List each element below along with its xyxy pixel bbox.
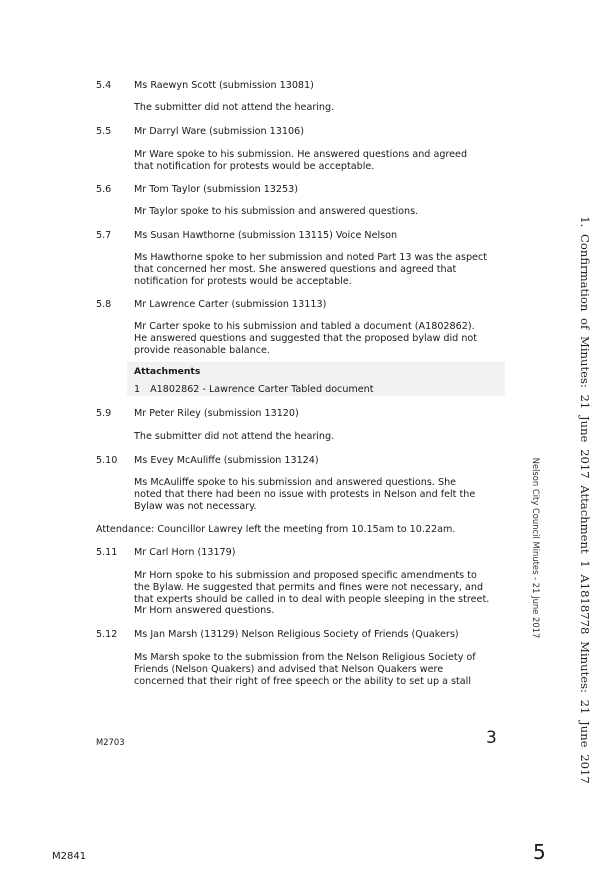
- paragraph-line: The submitter did not attend the hearing.: [134, 102, 335, 113]
- paragraph-line: concerned that their right of free speech or the ability to set up a stall: [134, 675, 472, 687]
- item-paragraph: [134, 206, 509, 218]
- item-number: 5.11: [96, 547, 118, 558]
- item-number: 5.4: [96, 80, 112, 91]
- item-number: 5.10: [96, 455, 118, 466]
- paragraph-line: Mr Horn answered questions.: [134, 605, 275, 617]
- item-heading: [0, 298, 520, 312]
- item-title: Ms Jan Marsh (13129) Nelson Religious Society of Friends (Quakers): [134, 629, 459, 640]
- paragraph-line: Bylaw was not necessary.: [134, 500, 257, 512]
- item-heading: [0, 454, 520, 468]
- paragraph-line: notification for protests would be acceptable.: [134, 275, 352, 287]
- item-title: Mr Tom Taylor (submission 13253): [134, 184, 298, 195]
- item-heading: [0, 407, 520, 421]
- paragraph-line: The submitter did not attend the hearing.: [134, 431, 335, 442]
- item-heading: [0, 229, 520, 243]
- attachment-link[interactable]: A1802862 - Lawrence Carter Tabled document: [150, 384, 374, 395]
- outer-footer-code: M2841: [52, 851, 87, 862]
- attachments-box: [127, 362, 505, 396]
- item-number: 5.6: [96, 184, 112, 195]
- paragraph-line: He answered questions and suggested that the proposed bylaw did not: [134, 332, 478, 344]
- paragraph-line: Mr Horn spoke to his submission and proposed specific amendments to: [134, 570, 477, 581]
- paragraph-line: noted that there had been no issue with protests in Nelson and felt the: [134, 488, 476, 500]
- inner-side-caption-text: Nelson City Council Minutes - 21 June 2017: [531, 457, 541, 639]
- item-paragraph: [134, 252, 509, 287]
- item-title: Mr Darryl Ware (submission 13106): [134, 126, 304, 137]
- paragraph-line: Mr Ware spoke to his submission. He answered questions and agreed: [134, 149, 468, 160]
- paragraph-line: that concerned her most. She answered questions and agreed that: [134, 263, 457, 275]
- item-heading: [0, 628, 520, 642]
- paragraph-line: provide reasonable balance.: [134, 344, 270, 356]
- item-title: Ms Susan Hawthorne (submission 13115) Voice Nelson: [134, 230, 398, 241]
- item-title: Mr Peter Riley (submission 13120): [134, 408, 299, 419]
- item-paragraph: [134, 477, 509, 512]
- attendance-note: Attendance: Councillor Lawrey left the meeting from 10.15am to 10.22am.: [96, 524, 456, 535]
- attachments-heading: Attachments: [134, 366, 201, 377]
- paragraph-line: Mr Taylor spoke to his submission and answered questions.: [134, 206, 419, 217]
- attachment-item: [134, 384, 384, 395]
- paragraph-line: Ms Hawthorne spoke to her submission and noted Part 13 was the aspect: [134, 252, 487, 263]
- paragraph-line: that experts should be called in to deal with people sleeping in the street.: [134, 593, 490, 605]
- item-heading: [0, 79, 520, 93]
- item-paragraph: [134, 321, 509, 356]
- item-heading: [0, 183, 520, 197]
- inner-side-caption: [531, 457, 541, 639]
- paragraph-line: that notification for protests would be acceptable.: [134, 160, 375, 172]
- paragraph-line: Ms McAuliffe spoke to his submission and answered questions. She: [134, 477, 457, 488]
- item-heading: [0, 125, 520, 139]
- paragraph-line: Ms Marsh spoke to the submission from the Nelson Religious Society of: [134, 652, 476, 663]
- item-number: 5.12: [96, 629, 118, 640]
- paragraph-line: Friends (Nelson Quakers) and advised that Nelson Quakers were: [134, 663, 444, 675]
- inner-page-number: 3: [486, 728, 497, 748]
- item-paragraph: [134, 570, 509, 617]
- item-title: Ms Evey McAuliffe (submission 13124): [134, 455, 319, 466]
- paragraph-line: the Bylaw. He suggested that permits and fines were not necessary, and: [134, 581, 484, 593]
- item-paragraph: [134, 102, 509, 114]
- inner-footer-code: M2703: [96, 737, 125, 747]
- item-number: 5.8: [96, 299, 112, 310]
- item-number: 5.7: [96, 230, 112, 241]
- item-number: 5.5: [96, 126, 112, 137]
- item-title: Mr Lawrence Carter (submission 13113): [134, 299, 327, 310]
- paragraph-line: Mr Carter spoke to his submission and tabled a document (A1802862).: [134, 321, 475, 332]
- item-heading: [0, 546, 520, 560]
- outer-side-caption: [578, 216, 592, 784]
- attachment-number: 1: [134, 384, 141, 395]
- item-paragraph: [134, 652, 509, 687]
- item-paragraph: [134, 431, 509, 443]
- outer-page-number: 5: [533, 840, 546, 864]
- item-title: Mr Carl Horn (13179): [134, 547, 236, 558]
- item-paragraph: [134, 149, 509, 173]
- outer-side-caption-text: 1. Confirmation of Minutes: 21 June 2017 Attachment 1 A1818778 Minutes: 21 June 2017: [578, 216, 592, 784]
- item-number: 5.9: [96, 408, 112, 419]
- item-title: Ms Raewyn Scott (submission 13081): [134, 80, 314, 91]
